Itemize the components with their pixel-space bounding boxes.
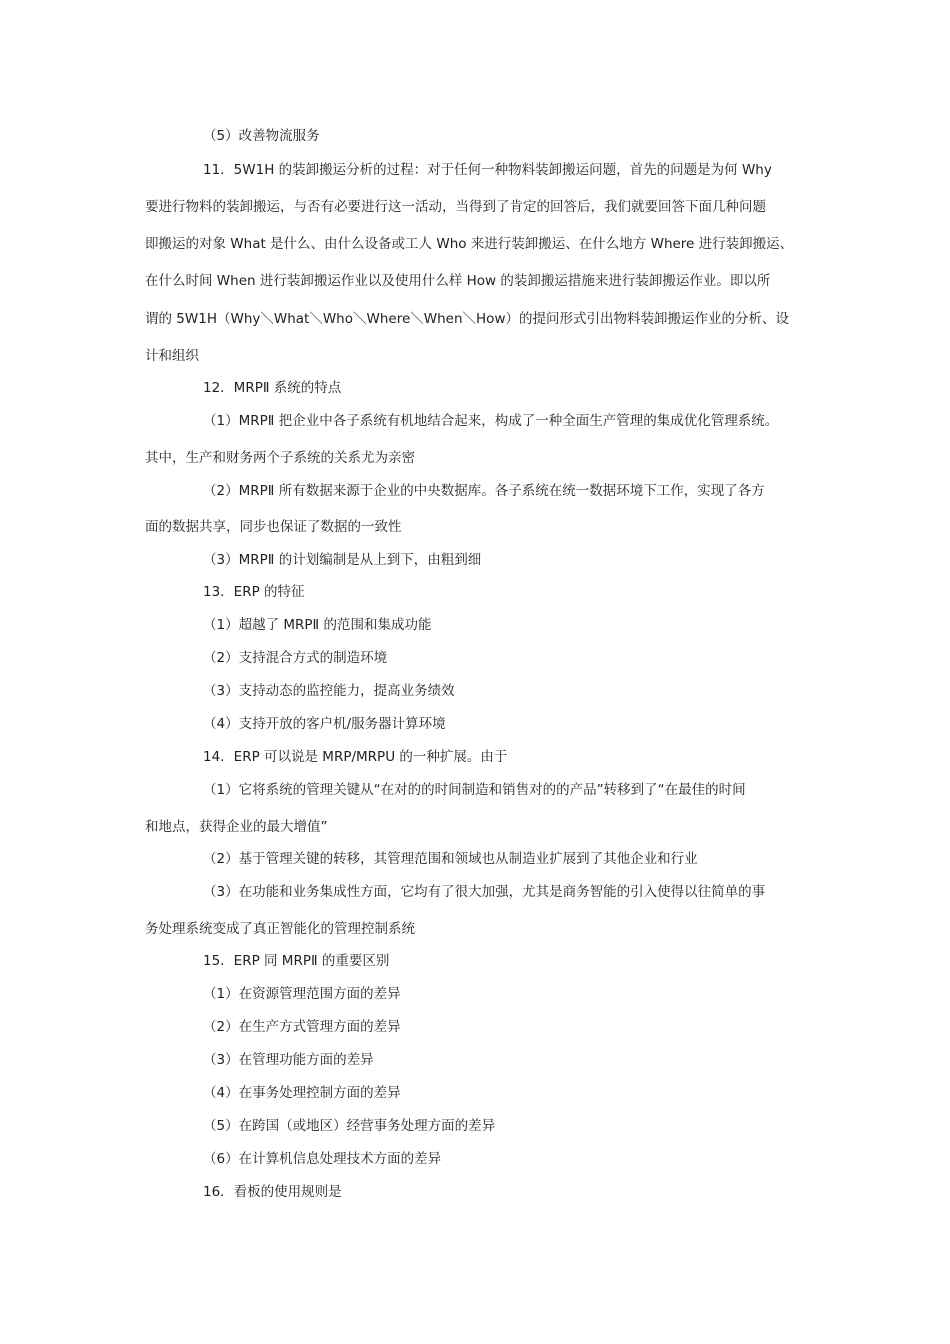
section-heading: 13．ERP 的特征 <box>203 584 305 600</box>
paragraph-line: 其中，生产和财务两个子系统的关系尤为亲密 <box>145 450 415 466</box>
paragraph-line: 要进行物料的装卸搬运，与否有必要进行这一活动，当得到了肯定的回答后，我们就要回答下面几种问题 <box>145 199 766 215</box>
list-item: （2）基于管理关键的转移，其管理范围和领域也从制造业扩展到了其他企业和行业 <box>203 851 698 867</box>
list-item: （2）MRPⅡ 所有数据来源于企业的中央数据库。各子系统在统一数据环境下工作，实现了各方 <box>203 483 765 499</box>
section-heading: 16．看板的使用规则是 <box>203 1184 342 1200</box>
list-item: （1）它将系统的管理关键从“在对的的时间制造和销售对的的产品”转移到了“在最佳的时间 <box>203 782 746 798</box>
paragraph-line: 谓的 5W1H（Why＼What＼Who＼Where＼When＼How）的提问形式引出物料装卸搬运作业的分析、设 <box>145 311 789 327</box>
list-item: （2）支持混合方式的制造环境 <box>203 650 388 666</box>
list-item: （5）在跨国（或地区）经营事务处理方面的差异 <box>203 1118 496 1134</box>
list-item: （5）改善物流服务 <box>203 128 320 144</box>
section-heading: 12．MRPⅡ 系统的特点 <box>203 380 342 396</box>
paragraph-line: 计和组织 <box>145 348 199 364</box>
list-item: （4）支持开放的客户机/服务器计算环境 <box>203 716 446 732</box>
list-item: （3）在功能和业务集成性方面，它均有了很大加强，尤其是商务智能的引入使得以往简单的事 <box>203 884 766 900</box>
section-heading: 11．5W1H 的装卸搬运分析的过程：对于任何一种物料装卸搬运问题，首先的问题是为何 Why <box>203 162 772 178</box>
list-item: （4）在事务处理控制方面的差异 <box>203 1085 401 1101</box>
paragraph-line: 务处理系统变成了真正智能化的管理控制系统 <box>145 921 415 937</box>
list-item: （2）在生产方式管理方面的差异 <box>203 1019 401 1035</box>
list-item: （3）支持动态的监控能力，提高业务绩效 <box>203 683 455 699</box>
paragraph-line: 在什么时间 When 进行装卸搬运作业以及使用什么样 How 的装卸搬运措施来进行装卸搬运作业。即以所 <box>145 273 771 289</box>
paragraph-line: 面的数据共享，同步也保证了数据的一致性 <box>145 519 402 535</box>
section-heading: 15．ERP 同 MRPⅡ 的重要区别 <box>203 953 390 969</box>
list-item: （3）MRPⅡ 的计划编制是从上到下，由粗到细 <box>203 552 482 568</box>
list-item: （1）超越了 MRPⅡ 的范围和集成功能 <box>203 617 432 633</box>
section-heading: 14．ERP 可以说是 MRP/MRPU 的一种扩展。由于 <box>203 749 508 765</box>
list-item: （1）在资源管理范围方面的差异 <box>203 986 401 1002</box>
paragraph-line: 即搬运的对象 What 是什么、由什么设备或工人 Who 来进行装卸搬运、在什么地方 Where 进行装卸搬运、 <box>145 236 794 252</box>
list-item: （1）MRPⅡ 把企业中各子系统有机地结合起来，构成了一种全面生产管理的集成优化管理系统。 <box>203 413 779 429</box>
list-item: （3）在管理功能方面的差异 <box>203 1052 374 1068</box>
list-item: （6）在计算机信息处理技术方面的差异 <box>203 1151 442 1167</box>
paragraph-line: 和地点，获得企业的最大增值” <box>145 819 328 835</box>
